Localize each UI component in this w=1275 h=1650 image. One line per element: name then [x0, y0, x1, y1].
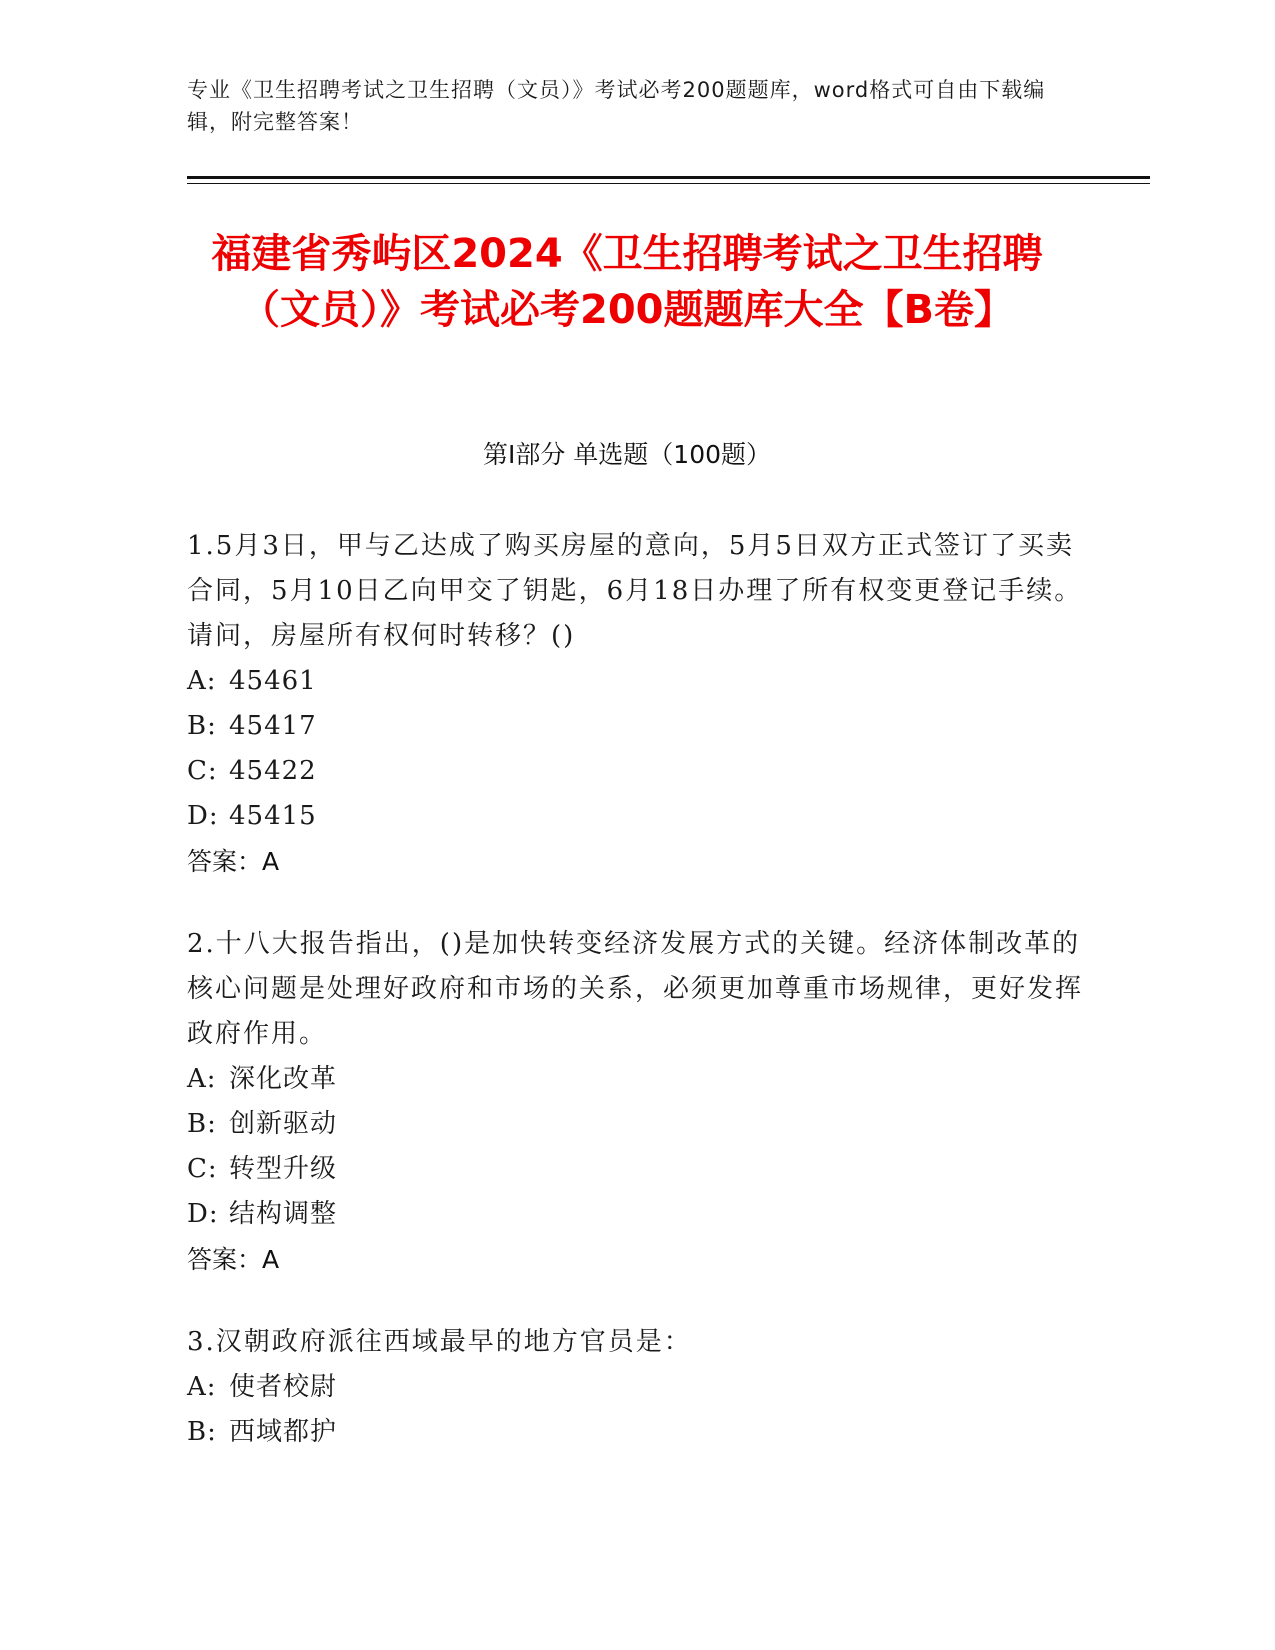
section-heading: 第Ⅰ部分 单选题（100题）: [482, 440, 772, 469]
option-a: [187, 1057, 1087, 1102]
option-text: 使者校尉: [229, 1372, 338, 1402]
document-title: 福建省秀屿区2024《卫生招聘考试之卫生招聘（文员）》考试必考200题题库大全【B卷】: [211, 231, 1043, 333]
option-a: [187, 1365, 1087, 1410]
header-rule-thick: [187, 176, 1150, 179]
option-letter: A:: [187, 1372, 217, 1402]
question-stem: 3.汉朝政府派往西域最早的地方官员是：: [187, 1327, 692, 1357]
option-text: 45415: [229, 801, 317, 831]
option-letter: D:: [187, 1199, 219, 1229]
answer-line: 答案：A: [187, 847, 280, 876]
question-2: [187, 922, 1087, 1282]
answer-line: 答案：A: [187, 1245, 280, 1274]
option-text: 45417: [229, 711, 317, 741]
option-text: 45461: [229, 666, 317, 696]
option-letter: C:: [187, 756, 218, 786]
question-list: [187, 524, 1087, 1493]
question-stem: 1.5月3日，甲与乙达成了购买房屋的意向，5月5日双方正式签订了买卖合同，5月10日乙向甲交了钥匙，6月18日办理了所有权变更登记手续。请问，房屋所有权何时转移？(): [187, 531, 1083, 651]
option-text: 45422: [229, 756, 317, 786]
option-letter: C:: [187, 1154, 218, 1184]
option-text: 转型升级: [229, 1154, 338, 1184]
option-text: 深化改革: [229, 1064, 338, 1094]
option-letter: B:: [187, 711, 217, 741]
option-letter: A:: [187, 1064, 217, 1094]
option-c: [187, 749, 1087, 794]
header-note: 专业《卫生招聘考试之卫生招聘（文员）》考试必考200题题库，word格式可自由下载编辑，附完整答案！: [187, 78, 1046, 134]
option-letter: B:: [187, 1417, 217, 1447]
option-text: 结构调整: [229, 1199, 338, 1229]
option-letter: D:: [187, 801, 219, 831]
option-b: [187, 704, 1087, 749]
option-d: [187, 1192, 1087, 1237]
option-c: [187, 1147, 1087, 1192]
question-1: [187, 524, 1087, 884]
option-d: [187, 794, 1087, 839]
header-rule-thin: [187, 183, 1150, 184]
question-stem: 2.十八大报告指出，()是加快转变经济发展方式的关键。经济体制改革的核心问题是处理好政府和市场的关系，必须更加尊重市场规律，更好发挥政府作用。: [187, 929, 1084, 1049]
option-text: 西域都护: [229, 1417, 338, 1447]
option-b: [187, 1410, 1087, 1455]
option-letter: A:: [187, 666, 217, 696]
question-3: [187, 1320, 1087, 1455]
option-text: 创新驱动: [229, 1109, 338, 1139]
option-b: [187, 1102, 1087, 1147]
option-letter: B:: [187, 1109, 217, 1139]
option-a: [187, 659, 1087, 704]
